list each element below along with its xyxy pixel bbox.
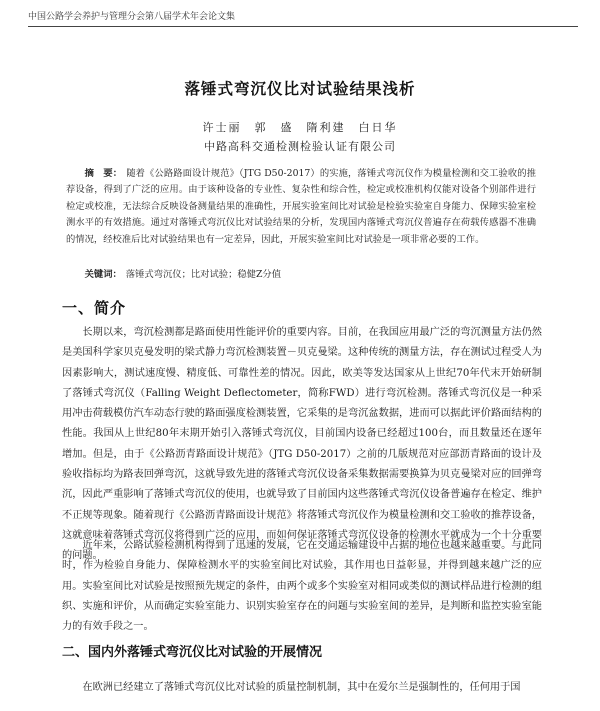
author-affiliation: 中路高科交通检测检验认证有限公司 <box>204 140 396 153</box>
running-header: 中国公路学会养护与管理分会第八届学术年会论文集 <box>28 12 236 22</box>
body-paragraph: 长期以来，弯沉检测都是路面使用性能评价的重要内容。目前，在我国应用最广泛的弯沉测量方法仍然是美国科学家贝克曼发明的梁式静力弯沉检测装置－贝克曼梁。这种传统的测量方法，存在测试过程受人为因素影响大，测试速度慢、精度低、可靠性差的情况。因此，欧美等发达国家从上世纪70年代末开始研制了落锤式弯沉仪（Falling Weight Deflectometer，简称FWD）进行弯沉检测。落锤式弯沉仪是一种采用冲击荷载模仿汽车动态行驶的路面强度检测装置，它采集的是弯沉盆数据，进而可以据此评价路面结构的性能。我国从上世纪80年末期开始引入落锤式弯沉仪，目前国内设备已经超过100台，而且数量还在逐年增加。但是，由于《公路沥青路面设计规范》（JTG D50-2017）之前的几版规范对应部沥青路面的设计及验收指标均为路表回弹弯沉，这就导致先进的落锤式弯沉仪设备采集数据需要换算为贝克曼梁对应的回弹弯沉，因此严重影响了落锤式弯沉仪的使用，也就导致了目前国内这些落锤式弯沉仪设备普遍存在检定、维护不正规等现象。随着现行《公路沥青路面设计规范》将落锤式弯沉仪作为模量检测和交工验收的推荐设备，这就意味着落锤式弯沉仪将得到广泛的应用，而如何保证落锤式弯沉仪设备的检测水平就成为一个十分重要的问题。 <box>62 327 542 562</box>
section-heading-comparison-status: 二、国内外落锤式弯沉仪比对试验的开展情况 <box>62 645 323 660</box>
body-paragraph: 在欧洲已经建立了落锤式弯沉仪比对试验的质量控制机制，其中在爱尔兰是强制性的，任何用于国 <box>82 682 521 693</box>
section-heading-introduction: 一、简介 <box>62 299 127 317</box>
body-paragraph: 近年来，公路试验检测机构得到了迅速的发展，它在交通运输建设中占据的地位也越来越重要。与此同时，作为检验自身能力、保障检测水平的实验室间比对试验，其作用也日益彰显，并得到越来越广泛的应用。实验室间比对试验是按照预先规定的条件，由两个或多个实验室对相同或类似的测试样品进行检测的组织、实施和评价，从而确定实验室能力、识别实验室存在的问题与实验室间的差异，是判断和监控实验室能力的有效手段之一。 <box>62 540 542 633</box>
abstract-text: 随着《公路路面设计规范》（JTG D50-2017）的实施，落锤式弯沉仪作为模量检测和交工验收的推荐设备，得到了广泛的应用。由于该种设备的专业性、复杂性和综合性，检定或校准机构仅能对设备个别部件进行检定或校准，无法综合反映设备测量结果的准确性，开展实验室间比对试验是检验实验室自身能力、保障实验室检测水平的有效措施。通过对落锤式弯沉仪比对试验结果的分析，发现国内落锤式弯沉仪普遍存在荷载传感器不准确的情况，经校准后比对试验结果也有一定差异，因此，开展实验室间比对试验是一项非常必要的工作。 <box>66 168 536 245</box>
author-list: 许士丽 郭 盛 隋利建 白日华 <box>202 121 398 134</box>
header-rule <box>28 26 578 27</box>
keywords <box>66 266 536 280</box>
abstract <box>66 166 536 248</box>
keywords-label: 关键词： <box>84 269 122 280</box>
keywords-text: 落锤式弯沉仪；比对试验；稳健Z分值 <box>125 269 282 280</box>
paper-title: 落锤式弯沉仪比对试验结果浅析 <box>184 80 416 99</box>
abstract-label: 摘 要： <box>84 168 123 179</box>
